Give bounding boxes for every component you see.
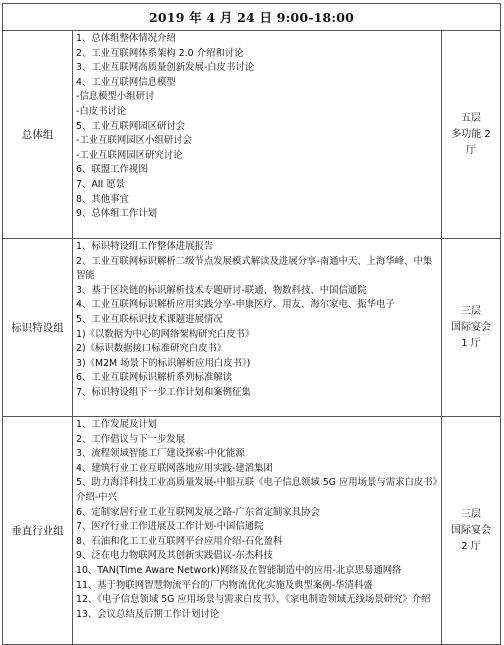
agenda-item: 2、工作倡议与下一步发展 xyxy=(76,433,186,445)
agenda-item: 7、标识特设组下一步工作计划和案例征集 xyxy=(76,386,251,398)
agenda-item: 3、基于区块链的标识解析技术专题研讨-联通、物数科技、中国信通院 xyxy=(76,284,367,296)
agenda-items xyxy=(73,239,442,417)
agenda-item: 4、工业互联网信息模型 xyxy=(76,76,176,88)
schedule-table xyxy=(2,3,501,645)
agenda-item: -白皮书讨论 xyxy=(76,105,127,117)
agenda-item: 6、定制家居行业工业互联网发展之路-广东省定制家具协会 xyxy=(76,506,320,518)
agenda-item: 4、工业互联网标识解析应用实践分享-申康医疗、用友、海尔家电、振华电子 xyxy=(76,299,395,311)
agenda-item: 5、工业互联网园区研讨会 xyxy=(76,120,186,132)
room-line: 五层 xyxy=(461,112,482,124)
section-row-vertical xyxy=(3,417,501,645)
room-location xyxy=(442,417,501,645)
agenda-item: 3、流程领域智能工厂建设探索-中化能源 xyxy=(76,448,245,460)
agenda-item: 2、工业互联网体系架构 2.0 介绍和讨论 xyxy=(76,47,244,59)
agenda-item: 12、《电子信息领域 5G 应用场景与需求白皮书》、《家电制造领域无线场景研究》介绍 13、会议总结及后期工作计划讨论 xyxy=(76,594,431,620)
agenda-item: 5、工业互联标识技术课题进展情况 xyxy=(76,313,223,325)
room-line: 多功能 2 xyxy=(451,128,491,140)
room-line: 厅 xyxy=(466,144,477,156)
agenda-item: -工业互联网园区研究讨论 xyxy=(76,149,183,161)
agenda-item: -工业互联网园区小组研讨会 xyxy=(76,135,192,147)
schedule-date-title: 2019 年 4 月 24 日 9:00-18:00 xyxy=(3,4,501,31)
agenda-item: 2、工业互联网标识解析二级节点发展模式解读及进展分享-南通中天、上海华峰、中集智能 xyxy=(76,255,433,282)
agenda-items xyxy=(73,31,442,239)
agenda-item: 7、医疗行业工作进展及工作计划-中国信通院 xyxy=(76,521,264,533)
agenda-item: 3、工业互联网高质量创新发展-白皮书讨论 xyxy=(76,62,255,74)
agenda-item: 8、其他事宜 xyxy=(76,193,129,205)
agenda-item: 9、总体组工作计划 xyxy=(76,208,157,220)
agenda-item: 6、工业互联网标识解析系列标准解读 xyxy=(76,372,232,384)
agenda-item: 9、泛在电力物联网及其创新实践倡议-东杰科技 xyxy=(76,550,273,562)
agenda-item: 3)《M2M 场景下的标识解析应用白皮书》) xyxy=(76,357,251,369)
agenda-item: 1)《以数据为中心的网络架构研究白皮书》 xyxy=(76,328,255,340)
agenda-item: -信息模型小组研讨 xyxy=(76,91,155,103)
agenda-item: 1、标识特设组工作整体进展报告 xyxy=(76,241,214,252)
group-name: 标识特设组 xyxy=(3,239,73,417)
agenda-item: 10、TAN(Time Aware Network)网络及在智能制造中的应用-北京思易通网络 xyxy=(76,564,402,576)
agenda-item: 6、联盟工作视图 xyxy=(76,164,148,176)
room-location xyxy=(442,239,501,417)
group-name: 垂直行业组 xyxy=(3,417,73,645)
agenda-item: 2)《标识数据接口标准研究白皮书》 xyxy=(76,343,227,355)
agenda-items xyxy=(73,417,442,645)
room-line: 三层 xyxy=(461,508,482,520)
room-line: 国际宴会 xyxy=(451,524,492,536)
room-location xyxy=(442,31,501,239)
agenda-item: 1、总体组整体情况介绍 xyxy=(76,33,176,44)
agenda-item: 7、AII 愿景 xyxy=(76,178,126,190)
room-line: 三层 xyxy=(461,305,482,317)
agenda-item: 5、助力海洋科技工业高质量发展-中船互联《电子信息领域 5G 应用场景与需求白皮书》介绍-中兴 xyxy=(76,477,438,503)
section-row-overall xyxy=(3,31,501,239)
title-row xyxy=(3,4,501,31)
room-line: 国际宴会 xyxy=(451,321,492,333)
section-row-identifier xyxy=(3,239,501,417)
room-line: 2 厅 xyxy=(461,540,481,552)
agenda-item: 8、石油和化工工业互联网平台应用介绍-石化盈科 xyxy=(76,535,283,547)
agenda-item: 4、建筑行业工业互联网落地应用实践-建滔集团 xyxy=(76,462,273,474)
room-line: 1 厅 xyxy=(461,337,481,349)
agenda-item: 11、基于物联网智慧物流平台的厂内物流优化实施及典型案例-华清科盛 xyxy=(76,579,373,591)
group-name: 总体组 xyxy=(3,31,73,239)
agenda-item: 1、工作发展及计划 xyxy=(76,419,157,430)
